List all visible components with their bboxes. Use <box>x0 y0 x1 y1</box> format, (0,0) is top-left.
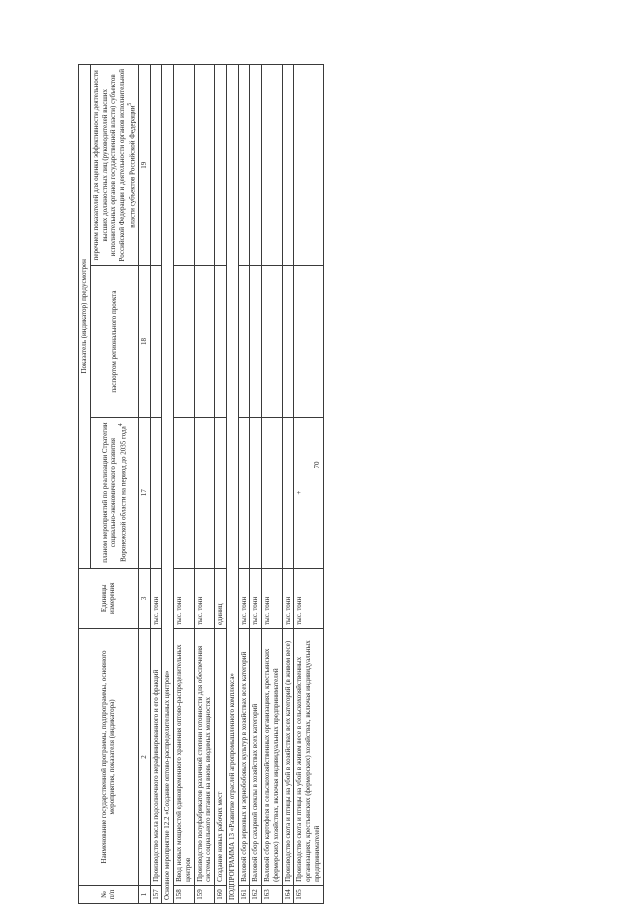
index-cell: 2 <box>138 629 150 886</box>
row-list-mark <box>215 65 227 267</box>
indicator-table-frame <box>78 64 594 904</box>
row-list-mark <box>262 65 283 267</box>
row-passport-mark <box>294 266 323 417</box>
index-cell: 19 <box>138 65 150 267</box>
table-row <box>262 65 283 904</box>
row-unit: тыс. тонн <box>294 568 323 628</box>
row-unit: единиц <box>215 568 227 628</box>
table-row <box>238 65 250 904</box>
header-plan-text: планом мероприятий по реализации Стратегии социально-экономического развития Воронежской области на период до 2035 года <box>100 422 128 563</box>
header-plan <box>90 417 138 568</box>
header-unit: Единицы измерения <box>79 568 139 628</box>
row-plan-mark <box>262 417 283 568</box>
row-name: Производство масла подсолнечного нерафинированного и его фракций <box>150 629 162 886</box>
section-row <box>226 65 238 904</box>
table-row <box>250 65 262 904</box>
row-number: 162 <box>250 885 262 903</box>
row-list-mark <box>150 65 162 267</box>
row-plan-mark <box>174 417 195 568</box>
table-row <box>194 65 215 904</box>
row-unit: тыс. тонн <box>150 568 162 628</box>
row-name: Валовой сбор картофеля в сельскохозяйственных организациях, крестьянских (фермерских) хозяйствах, включая индивидуальных предпринимателей <box>262 629 283 886</box>
table-row <box>174 65 195 904</box>
index-cell: 18 <box>138 266 150 417</box>
header-passport: паспортом регионального проекта <box>90 266 138 417</box>
table-body <box>150 65 323 904</box>
header-name: Наименование государственной программы, подпрограммы, основного мероприятия, показателя (индикатора) <box>79 629 139 886</box>
row-passport-mark <box>282 266 294 417</box>
column-index-row <box>138 65 150 904</box>
row-plan-mark <box>215 417 227 568</box>
row-list-mark <box>238 65 250 267</box>
row-number: 164 <box>282 885 294 903</box>
table-row <box>215 65 227 904</box>
page-number: 70 <box>313 461 321 469</box>
header-group: Показатель (индикатор) предусмотрен <box>79 65 91 569</box>
row-number: 163 <box>262 885 283 903</box>
row-plan-mark: + <box>294 417 323 568</box>
row-passport-mark <box>215 266 227 417</box>
row-unit: тыс. тонн <box>262 568 283 628</box>
row-number: 160 <box>215 885 227 903</box>
table-row <box>150 65 162 904</box>
header-plan-footnote: 4 <box>118 423 124 427</box>
row-name: Производство полуфабрикатов различной степени готовности для обеспечения системы социального питания на вновь вводимых мощностях <box>194 629 215 886</box>
row-unit: тыс. тонн <box>194 568 215 628</box>
table-row <box>294 65 323 904</box>
index-cell: 1 <box>138 885 150 903</box>
row-unit: тыс. тонн <box>238 568 250 628</box>
row-number: 157 <box>150 885 162 903</box>
row-list-mark <box>174 65 195 267</box>
row-number: 165 <box>294 885 323 903</box>
section-row <box>162 65 174 904</box>
row-unit: тыс. тонн <box>250 568 262 628</box>
row-passport-mark <box>262 266 283 417</box>
header-list-footnote: 5 <box>126 102 133 106</box>
row-passport-mark <box>150 266 162 417</box>
row-number: 159 <box>194 885 215 903</box>
row-plan-mark <box>282 417 294 568</box>
row-number: 158 <box>174 885 195 903</box>
row-name: Производство скота и птицы на убой в живом весе в сельскохозяйственных организациях, крестьянских (фермерских) хозяйствах, включая индивидуальных предпринимателей <box>294 629 323 886</box>
table-row <box>282 65 294 904</box>
row-name: Ввод новых мощностей единовременного хранения оптово-распределительных центров <box>174 629 195 886</box>
row-name: Валовой сбор зерновых и зернобобовых культур в хозяйствах всех категорий <box>238 629 250 886</box>
header-list-text: перечнем показателей для оценки эффективности деятельности высших должностных лиц (руководителей высших исполнительных органов государственной власти) субъектов Российской Федерации и деятельности органов исполнительной власти субъектов Российской Федерации <box>91 69 137 262</box>
row-name: Валовой сбор сахарной свеклы в хозяйствах всех категорий <box>250 629 262 886</box>
row-list-mark <box>294 65 323 267</box>
row-plan-mark <box>150 417 162 568</box>
row-number: 161 <box>238 885 250 903</box>
index-cell: 3 <box>138 568 150 628</box>
row-name: Производство скота и птицы на убой в хозяйствах всех категорий (в живом весе) <box>282 629 294 886</box>
row-list-mark <box>250 65 262 267</box>
index-cell: 17 <box>138 417 150 568</box>
header-list <box>90 65 138 267</box>
row-list-mark <box>194 65 215 267</box>
row-unit: тыс. тонн <box>282 568 294 628</box>
section-title: Основное мероприятие 12.2 «Создание оптово-распределительных центров» <box>162 65 174 904</box>
row-passport-mark <box>250 266 262 417</box>
row-name: Создание новых рабочих мест <box>215 629 227 886</box>
row-unit: тыс. тонн <box>174 568 195 628</box>
row-plan-mark <box>250 417 262 568</box>
indicator-table <box>78 64 324 904</box>
row-passport-mark <box>238 266 250 417</box>
section-title: ПОДПРОГРАММА 13 «Развитие отраслей агропромышленного комплекса» <box>226 65 238 904</box>
row-passport-mark <box>194 266 215 417</box>
row-list-mark <box>282 65 294 267</box>
header-no: № п/п <box>79 885 139 903</box>
row-passport-mark <box>174 266 195 417</box>
row-plan-mark <box>238 417 250 568</box>
row-plan-mark <box>194 417 215 568</box>
